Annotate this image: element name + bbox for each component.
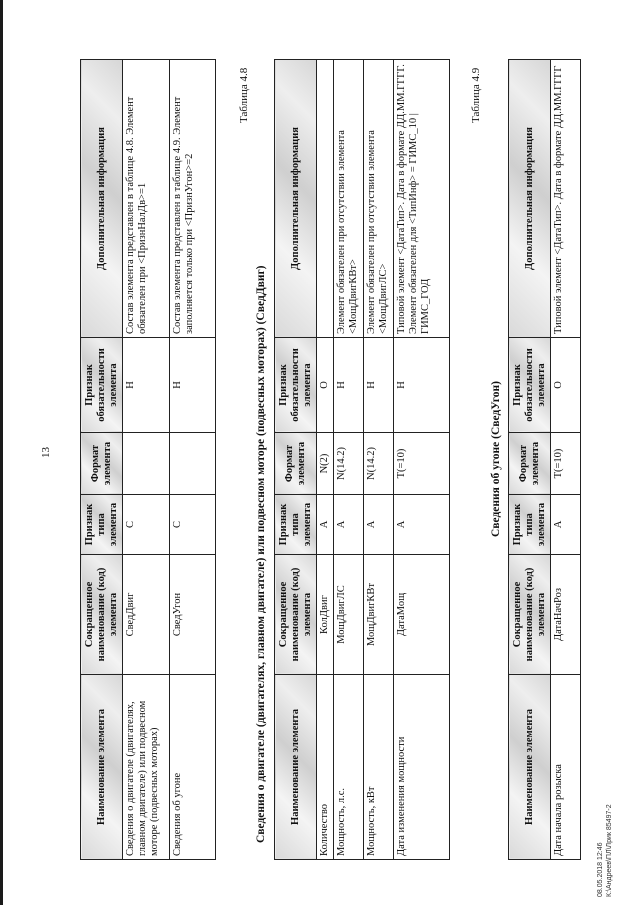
cell bbox=[123, 433, 170, 495]
table-header-row bbox=[509, 60, 551, 860]
table-header-row bbox=[81, 60, 123, 860]
table-4-8-caption: Сведения о двигателе (двигателях, главном двигателе) или подвесном моторе (подвесных моторах) (СведДвиг) bbox=[255, 265, 267, 843]
cell: Мощность, кВт bbox=[364, 675, 394, 860]
table-4-9 bbox=[508, 59, 581, 860]
cell: Состав элемента представлен в таблице 4.8. Элемент обязателен при <ПризнНалДв>=1 bbox=[123, 60, 170, 338]
header-cell: Формат элемента bbox=[275, 433, 317, 495]
table-4-9-caption: Сведения об угоне (СведУгон) bbox=[490, 381, 502, 537]
cell: Н bbox=[334, 338, 364, 433]
header-cell: Признак обязательности элемента bbox=[275, 338, 317, 433]
header-cell: Сокращенное наименование (код) элемента bbox=[509, 555, 551, 675]
cell: Дата изменения мощности bbox=[394, 675, 450, 860]
cell: С bbox=[170, 495, 216, 555]
footer-path: К:\Андреев\ПЛ\Лрик 85497-2 bbox=[606, 804, 613, 897]
table-row bbox=[334, 60, 364, 860]
cell: МощДвигКВт bbox=[364, 555, 394, 675]
header-cell: Признак обязательности элемента bbox=[509, 338, 551, 433]
cell: Н bbox=[364, 338, 394, 433]
cell bbox=[317, 60, 334, 338]
table-4-9-label: Таблица 4.9 bbox=[470, 67, 482, 123]
cell: С bbox=[123, 495, 170, 555]
cell: МощДвигЛС bbox=[334, 555, 364, 675]
table-top bbox=[80, 59, 216, 860]
cell: Состав элемента представлен в таблице 4.9. Элемент заполняется только при <ПризнУгон>=2 bbox=[170, 60, 216, 338]
cell: Элемент обязателен при отсутствии элемента <МощДвигЛС> bbox=[364, 60, 394, 338]
table-row bbox=[551, 60, 581, 860]
table-4-8 bbox=[274, 59, 450, 860]
table-row bbox=[317, 60, 334, 860]
cell: Н bbox=[394, 338, 450, 433]
table-row bbox=[170, 60, 216, 860]
cell: А bbox=[551, 495, 581, 555]
header-cell: Признак типа элемента bbox=[81, 495, 123, 555]
header-cell: Наименование элемента bbox=[81, 675, 123, 860]
header-cell: Сокращенное наименование (код) элемента bbox=[81, 555, 123, 675]
header-cell: Дополнительная информация bbox=[275, 60, 317, 338]
header-cell: Дополнительная информация bbox=[81, 60, 123, 338]
cell bbox=[170, 433, 216, 495]
cell: N(14.2) bbox=[364, 433, 394, 495]
cell: А bbox=[317, 495, 334, 555]
table-4-8-label: Таблица 4.8 bbox=[238, 67, 250, 123]
header-cell: Признак типа элемента bbox=[275, 495, 317, 555]
cell: Мощность, л.с. bbox=[334, 675, 364, 860]
cell: Сведения о двигателе (двигателях, главном двигателе) или подвесном моторе (подвесных моторах) bbox=[123, 675, 170, 860]
header-cell: Наименование элемента bbox=[275, 675, 317, 860]
header-cell: Формат элемента bbox=[81, 433, 123, 495]
cell: Типовой элемент <ДатаТип>. Дата в формате ДД.ММ.ГГГГ bbox=[551, 60, 581, 338]
cell: А bbox=[334, 495, 364, 555]
table-row bbox=[394, 60, 450, 860]
cell: T(=10) bbox=[394, 433, 450, 495]
header-cell: Признак обязательности элемента bbox=[81, 338, 123, 433]
header-cell: Сокращенное наименование (код) элемента bbox=[275, 555, 317, 675]
header-cell: Дополнительная информация bbox=[509, 60, 551, 338]
cell: А bbox=[364, 495, 394, 555]
table-row bbox=[364, 60, 394, 860]
cell: Н bbox=[123, 338, 170, 433]
page-number: 13 bbox=[40, 447, 52, 458]
cell: Дата начала розыска bbox=[551, 675, 581, 860]
cell: О bbox=[317, 338, 334, 433]
cell: А bbox=[394, 495, 450, 555]
cell: T(=10) bbox=[551, 433, 581, 495]
cell: КолДвиг bbox=[317, 555, 334, 675]
cell: О bbox=[551, 338, 581, 433]
cell: СведУгон bbox=[170, 555, 216, 675]
header-cell: Признак типа элемента bbox=[509, 495, 551, 555]
footer-timestamp: 08.05.2018 12:46 bbox=[597, 842, 604, 897]
cell: N(2) bbox=[317, 433, 334, 495]
cell: СведДвиг bbox=[123, 555, 170, 675]
cell: Элемент обязателен при отсутствии элемента <МощДвигКВт> bbox=[334, 60, 364, 338]
cell: Типовой элемент <ДатаТип>. Дата в формате ДД.ММ.ГГГГ. Элемент обязателен для <ТипИнф> = ГИМС_10 | ГИМС_ГОД bbox=[394, 60, 450, 338]
cell: Н bbox=[170, 338, 216, 433]
cell: N(14.2) bbox=[334, 433, 364, 495]
header-cell: Формат элемента bbox=[509, 433, 551, 495]
cell: ДатаНачРоз bbox=[551, 555, 581, 675]
cell: Сведения об угоне bbox=[170, 675, 216, 860]
table-row bbox=[123, 60, 170, 860]
cell: ДатаМощ bbox=[394, 555, 450, 675]
header-cell: Наименование элемента bbox=[509, 675, 551, 860]
cell: Количество bbox=[317, 675, 334, 860]
table-header-row bbox=[275, 60, 317, 860]
